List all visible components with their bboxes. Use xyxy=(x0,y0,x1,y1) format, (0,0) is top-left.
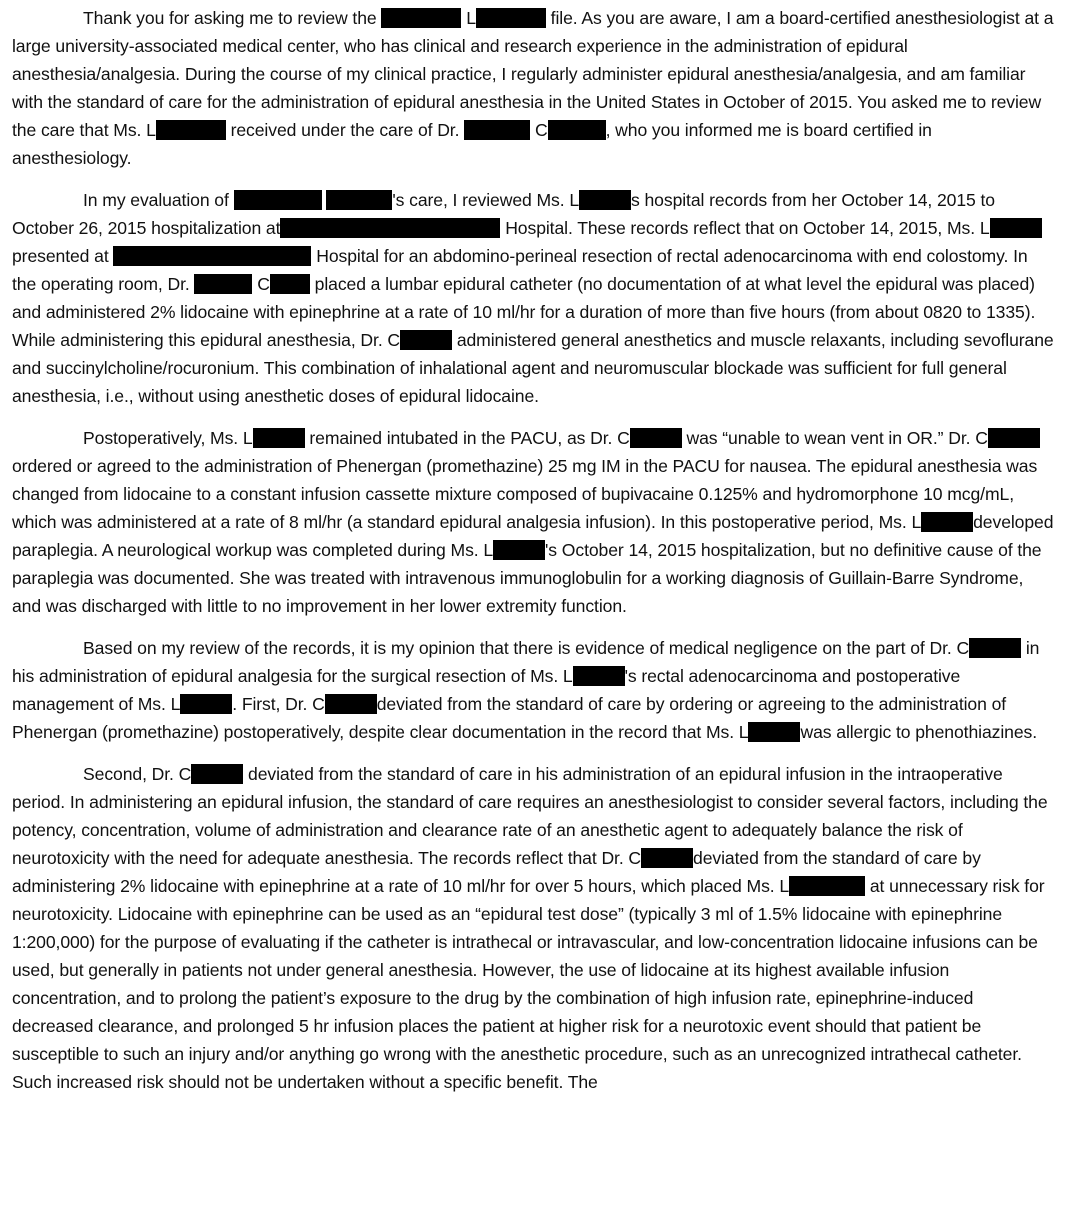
text-segment: C xyxy=(257,274,270,294)
redaction-bar xyxy=(630,428,682,448)
redaction-bar xyxy=(990,218,1042,238)
text-segment: C xyxy=(534,120,548,140)
redaction-bar xyxy=(579,190,631,210)
redaction-bar xyxy=(280,218,500,238)
text-segment: administered general anesthetics and muscle relaxants, including sevoflurane and succinylcholine/rocuronium. This combination of inhalational agent and neuromuscular blockade was sufficient for full general anesthesia, i.e., without using anesthetic doses of epidural lidocaine. xyxy=(12,330,1054,406)
redaction-bar xyxy=(476,8,546,28)
text-segment: Thank you for asking me to review the xyxy=(83,8,377,28)
redaction-bar xyxy=(969,638,1021,658)
paragraph-opinion xyxy=(12,634,1055,746)
text-segment: . First, Dr. C xyxy=(232,694,325,714)
redaction-bar xyxy=(641,848,693,868)
text-segment: was allergic to phenothiazines. xyxy=(800,722,1037,742)
redaction-bar xyxy=(325,694,377,714)
text-segment: , who you informed me is board certified in anesthesiology. xyxy=(12,120,932,168)
redaction-bar xyxy=(400,330,452,350)
redaction-bar xyxy=(270,274,310,294)
text-segment: in his administration of epidural analgesia for the surgical resection of Ms. L xyxy=(12,638,1040,686)
text-segment: 's rectal adenocarcinoma and postoperative management of Ms. L xyxy=(12,666,961,714)
text-segment: deviated from the standard of care by ordering or agreeing to the administration of Phenergan (promethazine) postoperatively, despite clear documentation in the record that Ms. L xyxy=(12,694,1007,742)
text-segment: at unnecessary risk for neurotoxicity. Lidocaine with epinephrine can be used as an “epidural test dose” (typically 3 ml of 1.5% lidocaine with epinephrine 1:200,000) for the purpose of evaluating if the catheter is intrathecal or intravascular, and low-concentration lidocaine infusions can be used, but generally in patients not under general anesthesia. However, the use of lidocaine at its highest available infusion concentration, and to prolong the patient’s exposure to the drug by the combination of high infusion rate, epinephrine-induced decreased clearance, and prolonged 5 hr infusion places the patient at higher risk for a neurotoxic event should that patient be susceptible to such an injury and/or anything go wrong with the anesthetic procedure, such as an unrecognized intrathecal catheter. Such increased risk should not be undertaken without a specific benefit. The xyxy=(12,876,1045,1092)
text-segment: presented at xyxy=(12,246,109,266)
text-segment: Postoperatively, Ms. L xyxy=(83,428,253,448)
text-segment: deviated from the standard of care by administering 2% lidocaine with epinephrine at a rate of 10 ml/hr for over 5 hours, which placed Ms. L xyxy=(12,848,981,896)
redaction-bar xyxy=(156,120,226,140)
text-segment: s hospital records from her October 14, 2015 to October 26, 2015 hospitalization at xyxy=(12,190,995,238)
redaction-bar xyxy=(921,512,973,532)
redaction-bar xyxy=(988,428,1040,448)
text-segment: was “unable to wean vent in OR.” Dr. C xyxy=(686,428,988,448)
redaction-bar xyxy=(789,876,865,896)
redaction-bar xyxy=(548,120,606,140)
paragraph-introduction xyxy=(12,4,1055,172)
redaction-bar xyxy=(234,190,322,210)
redaction-bar xyxy=(464,120,530,140)
redaction-bar xyxy=(326,190,392,210)
text-segment: received under the care of Dr. xyxy=(230,120,460,140)
text-segment: L xyxy=(466,8,476,28)
text-segment: Based on my review of the records, it is my opinion that there is evidence of medical negligence on the part of Dr. C xyxy=(83,638,970,658)
text-segment: developed paraplegia. A neurological workup was completed during Ms. L xyxy=(12,512,1054,560)
text-segment: Hospital. These records reflect that on October 14, 2015, Ms. L xyxy=(505,218,990,238)
text-segment: 's care, I reviewed Ms. L xyxy=(392,190,580,210)
text-segment: remained intubated in the PACU, as Dr. C xyxy=(309,428,630,448)
text-segment: deviated from the standard of care in his administration of an epidural infusion in the intraoperative period. In administering an epidural infusion, the standard of care requires an anesthesiologist to consider several factors, including the potency, concentration, volume of administration and clearance rate of an anesthetic agent to adequately balance the risk of neurotoxicity with the need for adequate anesthesia. The records reflect that Dr. C xyxy=(12,764,1048,868)
redaction-bar xyxy=(194,274,252,294)
text-segment: ordered or agreed to the administration of Phenergan (promethazine) 25 mg IM in the PACU for nausea. The epidural anesthesia was changed from lidocaine to a constant infusion cassette mixture composed of bupivacaine 0.125% and hydromorphone 10 mcg/mL, which was administered at a rate of 8 ml/hr (a standard epidural analgesia infusion). In this postoperative period, Ms. L xyxy=(12,456,1038,532)
redaction-bar xyxy=(191,764,243,784)
paragraph-second-deviation xyxy=(12,760,1055,1096)
paragraph-evaluation xyxy=(12,186,1055,410)
text-segment: Second, Dr. C xyxy=(83,764,192,784)
redaction-bar xyxy=(573,666,625,686)
text-segment: Hospital for an abdomino-perineal resection of rectal adenocarcinoma with end colostomy. In the operating room, Dr. xyxy=(12,246,1028,294)
redaction-bar xyxy=(493,540,545,560)
text-segment: placed a lumbar epidural catheter (no documentation of at what level the epidural was placed) and administered 2% lidocaine with epinephrine at a rate of 10 ml/hr for a duration of more than five hours (from about 0820 to 1335). While administering this epidural anesthesia, Dr. C xyxy=(12,274,1036,350)
redaction-bar xyxy=(113,246,311,266)
text-segment: file. As you are aware, I am a board-certified anesthesiologist at a large university-associated medical center, who has clinical and research experience in the administration of epidural anesthesia/analgesia. During the course of my clinical practice, I regularly administer epidural anesthesia/analgesia, and am familiar with the standard of care for the administration of epidural anesthesia in the United States in October of 2015. You asked me to review the care that Ms. L xyxy=(12,8,1054,140)
redaction-bar xyxy=(748,722,800,742)
paragraph-postoperative xyxy=(12,424,1055,620)
redaction-bar xyxy=(381,8,461,28)
text-segment: In my evaluation of xyxy=(83,190,229,210)
text-segment: 's October 14, 2015 hospitalization, but no definitive cause of the paraplegia was documented. She was treated with intravenous immunoglobulin for a working diagnosis of Guillain-Barre Syndrome, and was discharged with little to no improvement in her lower extremity function. xyxy=(12,540,1042,616)
letter-page xyxy=(12,4,1055,1110)
redaction-bar xyxy=(180,694,232,714)
redaction-bar xyxy=(253,428,305,448)
